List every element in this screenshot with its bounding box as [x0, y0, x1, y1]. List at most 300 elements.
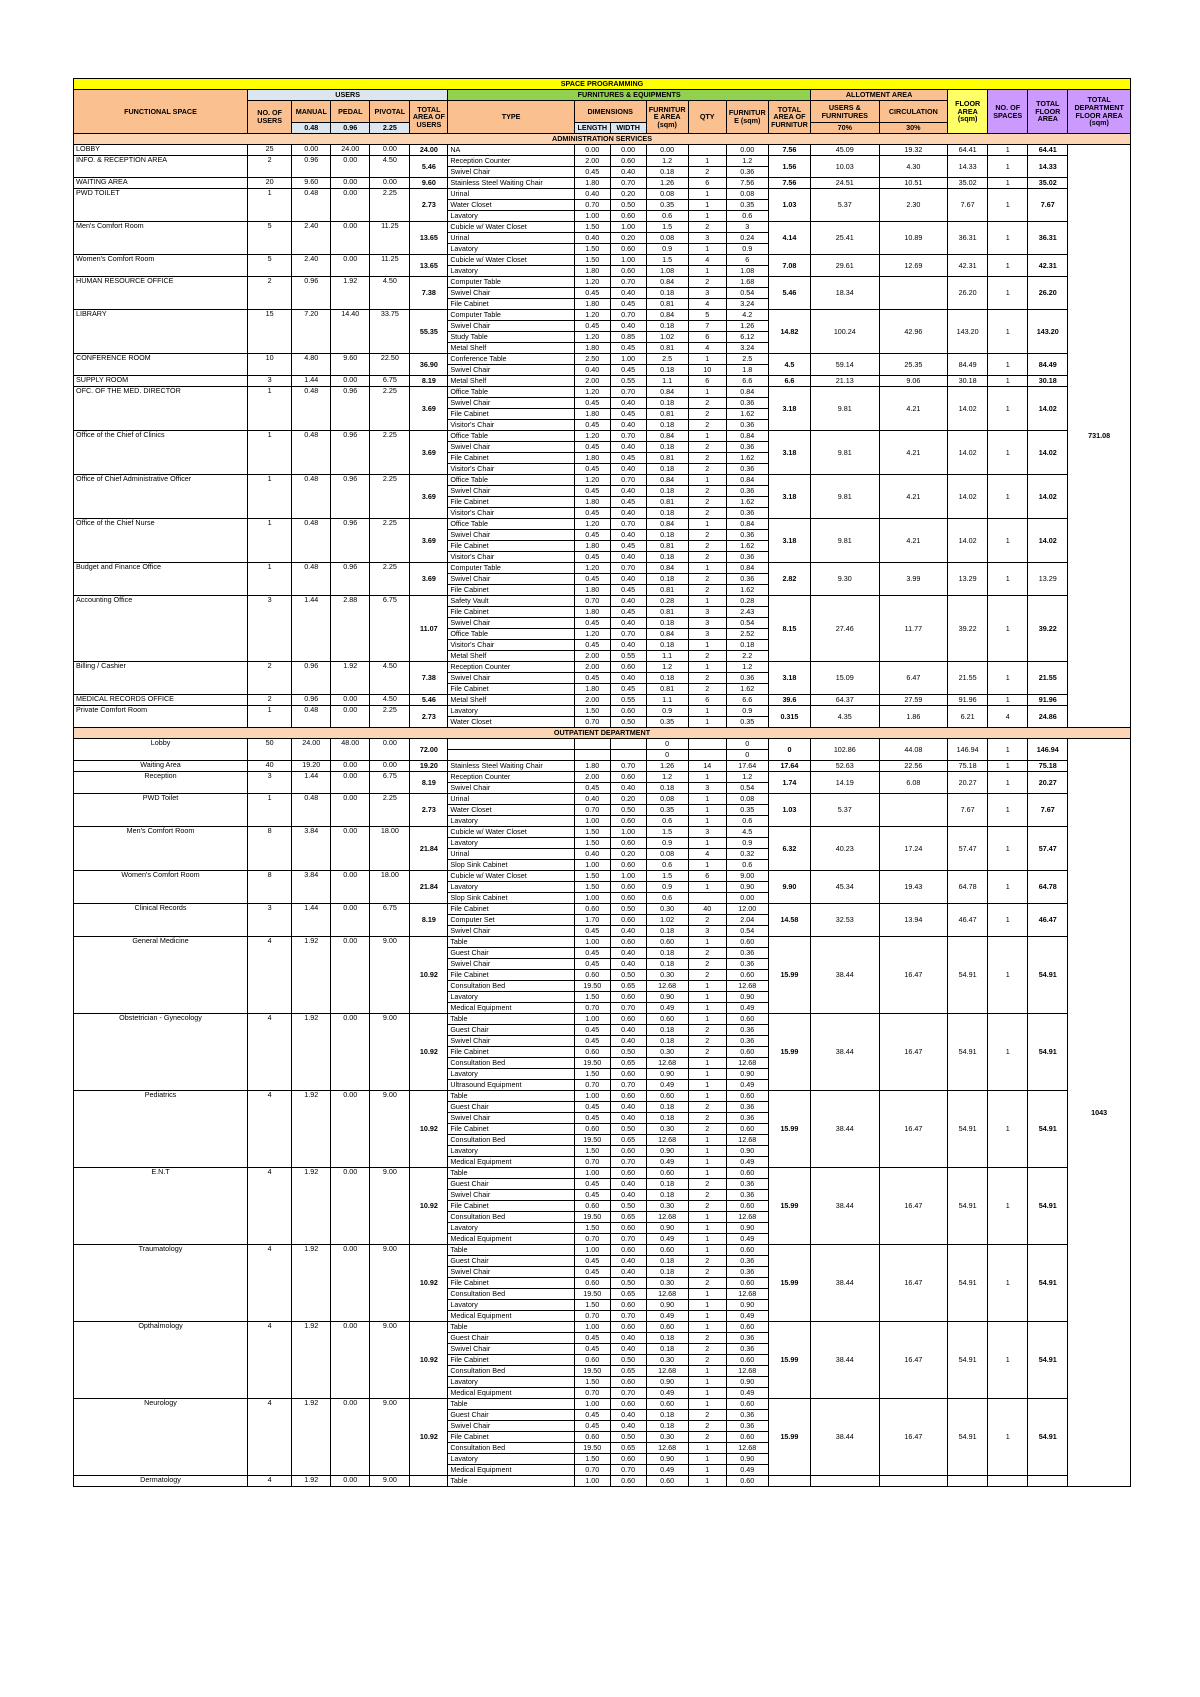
width: 0.65 [610, 1289, 646, 1300]
no-users: 3 [248, 772, 292, 794]
qty: 2 [688, 1179, 726, 1190]
furniture-area: 1.26 [646, 178, 688, 189]
no-spaces: 1 [988, 1014, 1028, 1091]
total-area-furniture: 6.6 [768, 376, 810, 387]
total-area-furniture: 15.99 [768, 1091, 810, 1168]
length: 0.45 [574, 783, 610, 794]
furniture-sqm: 0.36 [726, 167, 768, 178]
pedal: 0.00 [331, 871, 370, 904]
no-spaces-header: NO. OF SPACES [988, 90, 1028, 134]
users-furnitures: 38.44 [811, 1091, 880, 1168]
manual: 0.48 [292, 706, 331, 728]
no-users: 2 [248, 277, 292, 310]
width: 0.60 [610, 838, 646, 849]
pedal-header: PEDAL [331, 101, 370, 123]
width: 0.40 [610, 530, 646, 541]
manual: 0.96 [292, 695, 331, 706]
pivotal: 6.75 [370, 904, 410, 937]
furniture-area: 0.84 [646, 310, 688, 321]
length: 2.00 [574, 772, 610, 783]
furniture-type: Safety Vault [448, 596, 575, 607]
qty: 2 [688, 1421, 726, 1432]
length: 0.45 [574, 948, 610, 959]
length: 1.80 [574, 761, 610, 772]
furniture-sqm: 1.62 [726, 453, 768, 464]
furniture-sqm: 0.00 [726, 893, 768, 904]
length: 19.50 [574, 1443, 610, 1454]
furniture-type: Office Table [448, 629, 575, 640]
furniture-type: Table [448, 937, 575, 948]
length: 0.70 [574, 1465, 610, 1476]
width: 0.40 [610, 1333, 646, 1344]
width: 0.40 [610, 398, 646, 409]
width: 0.40 [610, 574, 646, 585]
furniture-type: Computer Table [448, 310, 575, 321]
width: 0.70 [610, 178, 646, 189]
functional-space-name: LOBBY [74, 145, 248, 156]
length: 1.50 [574, 838, 610, 849]
pedal: 0.00 [331, 937, 370, 1014]
furniture-area: 1.5 [646, 827, 688, 838]
length: 0.45 [574, 1102, 610, 1113]
total-area-users: 10.92 [410, 1322, 448, 1399]
total-area-furniture: 1.74 [768, 772, 810, 794]
furniture-sqm: 0.90 [726, 1069, 768, 1080]
furniture-sqm: 0.60 [726, 1432, 768, 1443]
furniture-area: 0.84 [646, 563, 688, 574]
qty: 2 [688, 552, 726, 563]
length: 0.70 [574, 1080, 610, 1091]
furniture-area: 0.18 [646, 1025, 688, 1036]
functional-space-name: Office of Chief Administrative Officer [74, 475, 248, 519]
pivotal: 11.25 [370, 255, 410, 277]
width: 0.20 [610, 794, 646, 805]
furniture-area: 0.08 [646, 189, 688, 200]
furniture-sqm: 0.36 [726, 574, 768, 585]
width: 0.45 [610, 343, 646, 354]
total-floor-area: 54.91 [1028, 1399, 1068, 1476]
furniture-type: Swivel Chair [448, 673, 575, 684]
width: 0.65 [610, 981, 646, 992]
length: 0.45 [574, 288, 610, 299]
furniture-sqm: 0.36 [726, 1113, 768, 1124]
functional-space-name: MEDICAL RECORDS OFFICE [74, 695, 248, 706]
no-spaces: 1 [988, 277, 1028, 310]
width: 1.00 [610, 871, 646, 882]
width: 0.40 [610, 552, 646, 563]
pedal: 0.96 [331, 431, 370, 475]
furniture-area: 1.2 [646, 662, 688, 673]
furniture-sqm: 0.36 [726, 1421, 768, 1432]
furniture-sqm: 0.60 [726, 1201, 768, 1212]
total-area-users: 2.73 [410, 794, 448, 827]
manual: 1.92 [292, 1014, 331, 1091]
table-row [74, 145, 1131, 156]
functional-space-name: Accounting Office [74, 596, 248, 662]
no-users: 4 [248, 1322, 292, 1399]
functional-space-name: General Medicine [74, 937, 248, 1014]
furniture-type: Medical Equipment [448, 1003, 575, 1014]
length: 0.60 [574, 904, 610, 915]
furniture-type: Swivel Chair [448, 486, 575, 497]
qty: 2 [688, 1036, 726, 1047]
qty: 1 [688, 1454, 726, 1465]
furniture-area: 0.90 [646, 992, 688, 1003]
furniture-area: 0.81 [646, 541, 688, 552]
length: 1.20 [574, 519, 610, 530]
furniture-sqm: 0.60 [726, 1322, 768, 1333]
furniture-area: 0.60 [646, 937, 688, 948]
width: 0.45 [610, 607, 646, 618]
furniture-type: File Cabinet [448, 970, 575, 981]
manual: 19.20 [292, 761, 331, 772]
furniture-area: 0.90 [646, 1223, 688, 1234]
length: 0.45 [574, 420, 610, 431]
furniture-sqm: 0.60 [726, 1476, 768, 1487]
functional-space-header: FUNCTIONAL SPACE [74, 90, 248, 134]
qty: 1 [688, 563, 726, 574]
circulation: 4.21 [879, 387, 948, 431]
qty: 1 [688, 1465, 726, 1476]
qty: 1 [688, 387, 726, 398]
pedal: 0.00 [331, 1399, 370, 1476]
manual: 1.44 [292, 904, 331, 937]
furniture-area-header: FURNITUR E AREA (sqm) [646, 101, 688, 134]
circulation: 11.77 [879, 596, 948, 662]
length: 0.45 [574, 959, 610, 970]
table-row [74, 376, 1131, 387]
furniture-type: Swivel Chair [448, 1421, 575, 1432]
furniture-sqm: 0.60 [726, 1355, 768, 1366]
table-row [74, 1322, 1131, 1333]
total-floor-area: 35.02 [1028, 178, 1068, 189]
furniture-type: Consultation Bed [448, 1443, 575, 1454]
total-area-users: 9.60 [410, 178, 448, 189]
users-furnitures: 29.61 [811, 255, 880, 277]
furniture-area: 1.1 [646, 651, 688, 662]
qty: 1 [688, 1399, 726, 1410]
circulation: 13.94 [879, 904, 948, 937]
qty: 1 [688, 882, 726, 893]
length: 1.80 [574, 585, 610, 596]
no-users: 1 [248, 475, 292, 519]
circulation: 44.08 [879, 739, 948, 761]
furniture-area: 0.90 [646, 1454, 688, 1465]
manual: 1.92 [292, 1245, 331, 1322]
furniture-sqm: 0.36 [726, 486, 768, 497]
no-users: 5 [248, 255, 292, 277]
table-row [74, 937, 1131, 948]
total-area-users: 2.73 [410, 189, 448, 222]
pivotal: 4.50 [370, 277, 410, 310]
furniture-sqm: 4.5 [726, 827, 768, 838]
pedal: 0.00 [331, 1245, 370, 1322]
length: 1.50 [574, 1377, 610, 1388]
width: 0.50 [610, 1124, 646, 1135]
furniture-type [448, 739, 575, 750]
floor-area: 36.31 [948, 222, 988, 255]
qty: 1 [688, 1069, 726, 1080]
total-area-furniture: 15.99 [768, 1245, 810, 1322]
qty-header: QTY [688, 101, 726, 134]
width: 0.55 [610, 651, 646, 662]
qty: 4 [688, 849, 726, 860]
width: 0.40 [610, 1102, 646, 1113]
furniture-type: Guest Chair [448, 1025, 575, 1036]
furniture-type: Metal Shelf [448, 651, 575, 662]
total-floor-area: 91.96 [1028, 695, 1068, 706]
furniture-sqm: 0.36 [726, 959, 768, 970]
qty: 1 [688, 1377, 726, 1388]
total-floor-area: 46.47 [1028, 904, 1068, 937]
furniture-type: Computer Table [448, 277, 575, 288]
furniture-type: Swivel Chair [448, 1113, 575, 1124]
qty: 1 [688, 1091, 726, 1102]
total-area-users: 10.92 [410, 1245, 448, 1322]
length: 1.80 [574, 497, 610, 508]
total-floor-area: 54.91 [1028, 1245, 1068, 1322]
width: 0.60 [610, 1146, 646, 1157]
no-users: 5 [248, 222, 292, 255]
furniture-type: File Cabinet [448, 1124, 575, 1135]
length: 1.00 [574, 1322, 610, 1333]
length: 1.50 [574, 222, 610, 233]
total-area-users: 19.20 [410, 761, 448, 772]
table-row [74, 871, 1131, 882]
length: 0.60 [574, 1201, 610, 1212]
qty: 6 [688, 332, 726, 343]
qty: 1 [688, 1168, 726, 1179]
furniture-sqm: 0.90 [726, 1377, 768, 1388]
length: 19.50 [574, 1058, 610, 1069]
furniture-area: 12.68 [646, 981, 688, 992]
width: 0.45 [610, 299, 646, 310]
total-area-users: 13.65 [410, 222, 448, 255]
width: 0.45 [610, 541, 646, 552]
furniture-area: 0.60 [646, 1168, 688, 1179]
users-furnitures: 38.44 [811, 1322, 880, 1399]
width: 0.40 [610, 464, 646, 475]
furniture-area: 0.18 [646, 783, 688, 794]
furnitures-header: FURNITURES & EQUIPMENTS [448, 90, 811, 101]
floor-area-header: FLOOR AREA (sqm) [948, 90, 988, 134]
qty: 3 [688, 233, 726, 244]
width: 0.20 [610, 849, 646, 860]
furniture-sqm: 12.68 [726, 1289, 768, 1300]
pedal-factor: 0.96 [331, 123, 370, 134]
total-floor-area: 54.91 [1028, 1091, 1068, 1168]
total-floor-area: 54.91 [1028, 1322, 1068, 1399]
furniture-area: 0.18 [646, 1113, 688, 1124]
furniture-area: 0.49 [646, 1465, 688, 1476]
floor-area: 7.67 [948, 189, 988, 222]
furniture-type: Metal Shelf [448, 343, 575, 354]
pivotal: 9.00 [370, 1168, 410, 1245]
floor-area: 21.55 [948, 662, 988, 695]
total-area-users: 3.69 [410, 431, 448, 475]
furniture-sqm: 0.9 [726, 706, 768, 717]
length: 0.40 [574, 189, 610, 200]
qty: 2 [688, 1190, 726, 1201]
furniture-sqm: 4.2 [726, 310, 768, 321]
users-furnitures: 45.34 [811, 871, 880, 904]
furniture-type: Medical Equipment [448, 1234, 575, 1245]
furniture-sqm: 1.68 [726, 277, 768, 288]
furniture-sqm: 0.36 [726, 1333, 768, 1344]
table-row [74, 596, 1131, 607]
qty: 14 [688, 761, 726, 772]
qty: 5 [688, 310, 726, 321]
furniture-area: 0.60 [646, 1014, 688, 1025]
furniture-sqm: 12.68 [726, 1443, 768, 1454]
width: 0.70 [610, 1234, 646, 1245]
length: 0.45 [574, 321, 610, 332]
total-area-furniture: 15.99 [768, 1322, 810, 1399]
qty: 2 [688, 398, 726, 409]
manual: 1.92 [292, 937, 331, 1014]
total-area-furniture: 4.5 [768, 354, 810, 376]
floor-area: 14.02 [948, 475, 988, 519]
total-area-users: 3.69 [410, 387, 448, 431]
furniture-sqm: 0.90 [726, 992, 768, 1003]
total-area-furniture: 15.99 [768, 937, 810, 1014]
furniture-type: Swivel Chair [448, 574, 575, 585]
total-area-furniture-header: TOTAL AREA OF FURNITUR [768, 101, 810, 134]
floor-area: 84.49 [948, 354, 988, 376]
total-floor-area: 13.29 [1028, 563, 1068, 596]
total-area-furniture: 3.18 [768, 387, 810, 431]
qty: 1 [688, 1234, 726, 1245]
manual: 9.60 [292, 178, 331, 189]
floor-area: 42.31 [948, 255, 988, 277]
width: 0.60 [610, 244, 646, 255]
furniture-sqm: 0.60 [726, 1014, 768, 1025]
width: 0.50 [610, 1201, 646, 1212]
users-furnitures: 45.09 [811, 145, 880, 156]
total-area-furniture: 7.08 [768, 255, 810, 277]
users-furnitures: 38.44 [811, 1014, 880, 1091]
users-furnitures: 38.44 [811, 1245, 880, 1322]
functional-space-name: Traumatology [74, 1245, 248, 1322]
furniture-sqm: 0.35 [726, 717, 768, 728]
furniture-area: 0.18 [646, 1410, 688, 1421]
furniture-area: 0.49 [646, 1311, 688, 1322]
furniture-type: File Cabinet [448, 607, 575, 618]
length: 1.50 [574, 992, 610, 1003]
length: 1.50 [574, 1146, 610, 1157]
furniture-type: Table [448, 1014, 575, 1025]
total-area-users: 3.69 [410, 475, 448, 519]
pedal: 1.92 [331, 662, 370, 695]
total-area-furniture: 1.03 [768, 794, 810, 827]
qty: 1 [688, 156, 726, 167]
furniture-area: 0.6 [646, 860, 688, 871]
department-total: 731.08 [1068, 145, 1131, 728]
total-area-furniture: 17.64 [768, 761, 810, 772]
width: 0.65 [610, 1058, 646, 1069]
pedal: 0.00 [331, 1476, 370, 1487]
furniture-area: 12.68 [646, 1289, 688, 1300]
total-area-users: 8.19 [410, 904, 448, 937]
circulation: 10.89 [879, 222, 948, 255]
furniture-sqm: 0.36 [726, 530, 768, 541]
qty: 4 [688, 299, 726, 310]
floor-area: 146.94 [948, 739, 988, 761]
qty: 1 [688, 1476, 726, 1487]
furniture-type: Consultation Bed [448, 981, 575, 992]
furniture-area: 0.84 [646, 387, 688, 398]
furniture-area: 0.18 [646, 530, 688, 541]
furniture-area: 0.18 [646, 1256, 688, 1267]
furniture-sqm: 0.49 [726, 1080, 768, 1091]
length: 1.50 [574, 827, 610, 838]
furniture-type: Office Table [448, 431, 575, 442]
furniture-sqm: 0.36 [726, 442, 768, 453]
width: 0.40 [610, 673, 646, 684]
manual: 4.80 [292, 354, 331, 376]
furniture-area: 0.30 [646, 1201, 688, 1212]
qty: 2 [688, 464, 726, 475]
width: 0.45 [610, 453, 646, 464]
qty: 6 [688, 871, 726, 882]
table-row [74, 1476, 1131, 1487]
no-users: 40 [248, 761, 292, 772]
functional-space-name: PWD TOILET [74, 189, 248, 222]
furniture-area: 0.6 [646, 893, 688, 904]
total-area-furniture: 15.99 [768, 1168, 810, 1245]
circulation: 6.08 [879, 772, 948, 794]
furniture-area: 0.9 [646, 706, 688, 717]
pivotal: 2.25 [370, 189, 410, 222]
total-area-users: 24.00 [410, 145, 448, 156]
floor-area: 14.02 [948, 519, 988, 563]
no-users: 4 [248, 1168, 292, 1245]
table-row [74, 761, 1131, 772]
no-users: 8 [248, 871, 292, 904]
furniture-area: 0.35 [646, 717, 688, 728]
functional-space-name: Neurology [74, 1399, 248, 1476]
furniture-sqm: 12.68 [726, 1135, 768, 1146]
width: 0.55 [610, 376, 646, 387]
floor-area: 54.91 [948, 1399, 988, 1476]
users-furnitures: 38.44 [811, 1399, 880, 1476]
width: 0.40 [610, 486, 646, 497]
length: 19.50 [574, 1289, 610, 1300]
circulation: 22.56 [879, 761, 948, 772]
table-row [74, 277, 1131, 288]
circulation: 16.47 [879, 1322, 948, 1399]
pivotal: 2.25 [370, 519, 410, 563]
table-row [74, 662, 1131, 673]
qty: 1 [688, 1058, 726, 1069]
qty: 1 [688, 1135, 726, 1146]
furniture-area: 0.18 [646, 959, 688, 970]
total-area-furniture: 14.82 [768, 310, 810, 354]
length: 1.20 [574, 629, 610, 640]
total-area-furniture: 9.90 [768, 871, 810, 904]
qty: 6 [688, 178, 726, 189]
furniture-sqm: 3.24 [726, 343, 768, 354]
table-row [74, 695, 1131, 706]
furniture-sqm: 0.36 [726, 673, 768, 684]
qty: 1 [688, 992, 726, 1003]
total-floor-area: 14.02 [1028, 431, 1068, 475]
furniture-sqm: 2.2 [726, 651, 768, 662]
qty: 2 [688, 1256, 726, 1267]
floor-area: 91.96 [948, 695, 988, 706]
furniture-type: File Cabinet [448, 409, 575, 420]
qty: 2 [688, 409, 726, 420]
